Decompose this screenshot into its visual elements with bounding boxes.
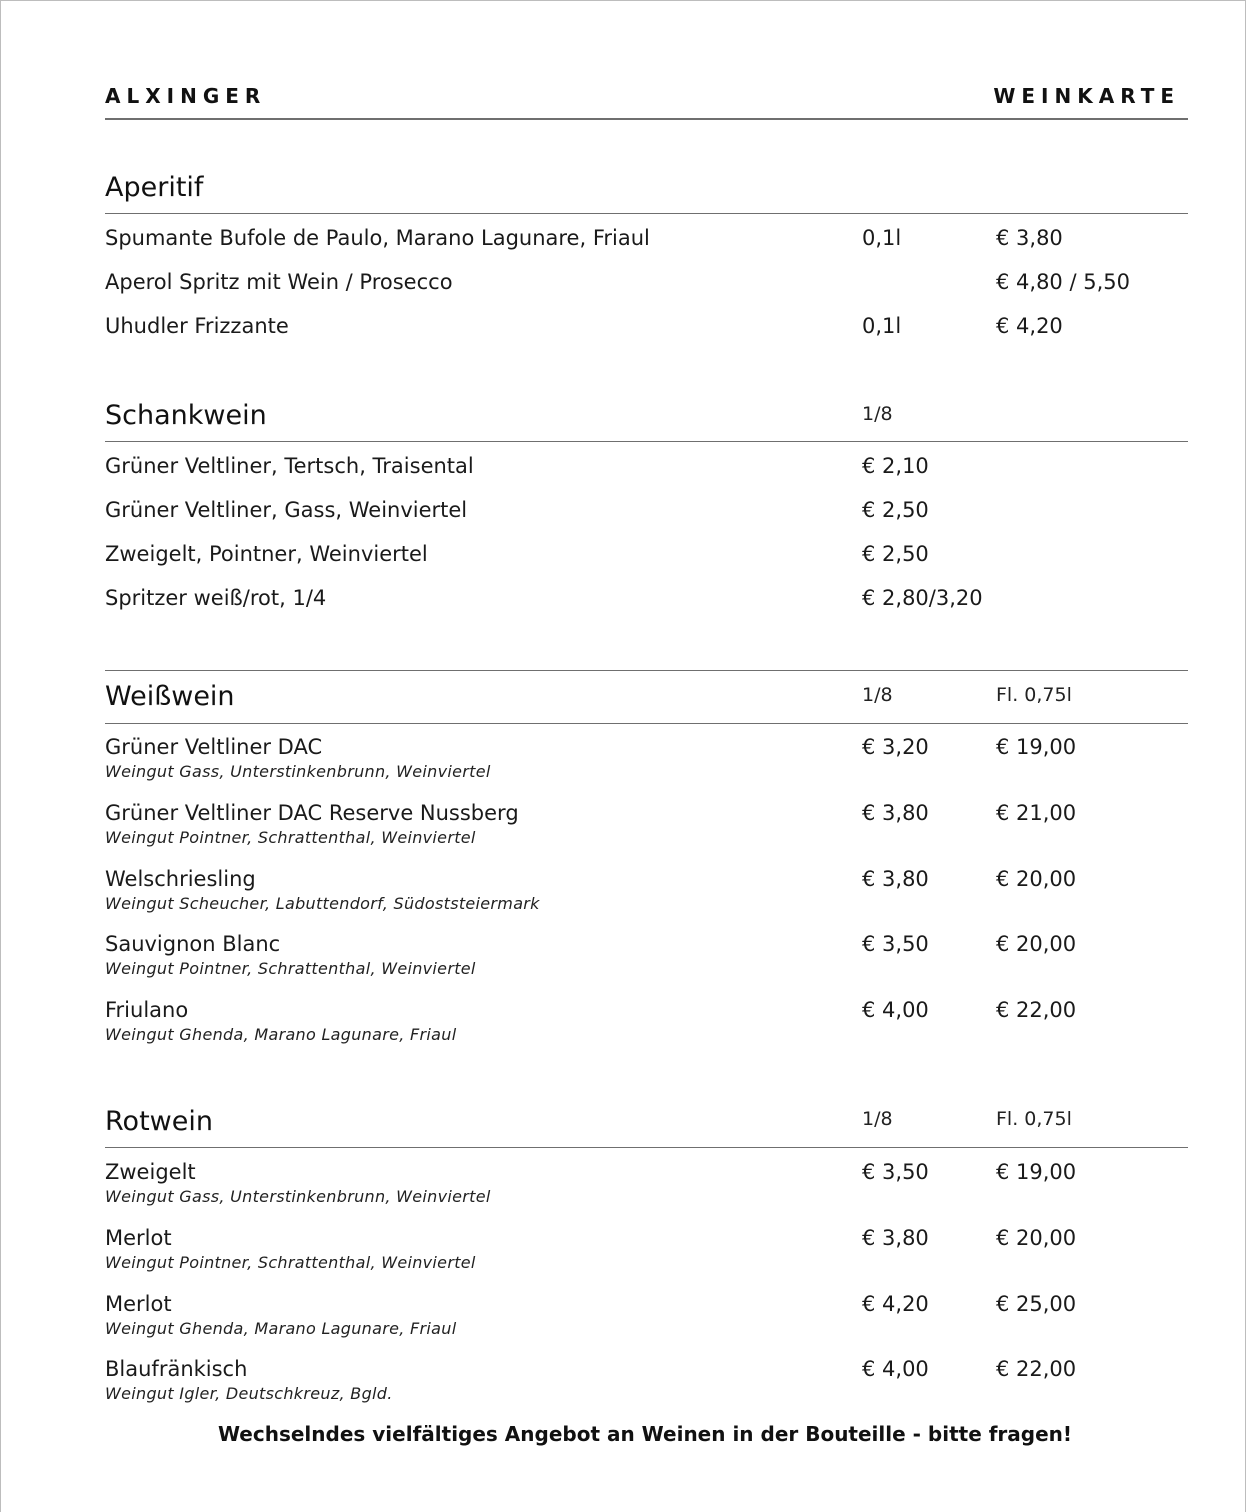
wine-bottle-price: € 19,00: [996, 735, 1077, 759]
section-title-weisswein: Weißwein: [105, 681, 235, 712]
wine-name: Sauvignon Blanc: [105, 932, 281, 956]
wine-glass-price: € 4,00: [862, 998, 929, 1022]
wine-bottle-price: € 20,00: [996, 867, 1077, 891]
menu-title: WEINKARTE: [993, 84, 1180, 108]
wine-origin: Weingut Ghenda, Marano Lagunare, Friaul: [105, 1319, 457, 1338]
wine-origin: Weingut Gass, Unterstinkenbrunn, Weinviertel: [105, 762, 491, 781]
menu-item-price: € 2,80/3,20: [862, 586, 983, 610]
wine-name: Merlot: [105, 1226, 172, 1250]
wine-origin: Weingut Pointner, Schrattenthal, Weinviertel: [105, 959, 476, 978]
wine-name: Grüner Veltliner DAC: [105, 735, 323, 759]
menu-item-name: Grüner Veltliner, Tertsch, Traisental: [105, 454, 474, 478]
wine-glass-price: € 3,80: [862, 867, 929, 891]
menu-item-name: Spumante Bufole de Paulo, Marano Lagunare, Friaul: [105, 226, 650, 250]
section-title-schankwein: Schankwein: [105, 400, 267, 431]
section-title-aperitif: Aperitif: [105, 172, 204, 203]
menu-item-price: € 4,20: [996, 314, 1063, 338]
wine-bottle-price: € 20,00: [996, 932, 1077, 956]
column-header-glass: 1/8: [862, 684, 893, 706]
wine-glass-price: € 4,00: [862, 1357, 929, 1381]
column-header-glass: 1/8: [862, 1108, 893, 1130]
column-header-glass: 1/8: [862, 403, 893, 425]
menu-item-price: € 2,10: [862, 454, 929, 478]
wine-name: Welschriesling: [105, 867, 256, 891]
section-divider: [105, 441, 1188, 442]
footer-note: Wechselndes vielfältiges Angebot an Weinen in der Bouteille - bitte fragen!: [217, 1422, 1073, 1446]
wine-name: Zweigelt: [105, 1160, 196, 1184]
wine-bottle-price: € 22,00: [996, 1357, 1077, 1381]
menu-item-price: € 2,50: [862, 542, 929, 566]
section-divider: [105, 213, 1188, 214]
wine-glass-price: € 3,80: [862, 801, 929, 825]
wine-name: Grüner Veltliner DAC Reserve Nussberg: [105, 801, 519, 825]
wine-origin: Weingut Igler, Deutschkreuz, Bgld.: [105, 1384, 393, 1403]
brand-name: ALXINGER: [105, 84, 267, 108]
section-divider: [105, 670, 1188, 671]
section-divider: [105, 723, 1188, 724]
wine-glass-price: € 3,50: [862, 1160, 929, 1184]
menu-item-price: € 4,80 / 5,50: [996, 270, 1130, 294]
wine-glass-price: € 3,20: [862, 735, 929, 759]
column-header-bottle: Fl. 0,75l: [996, 684, 1072, 706]
column-header-bottle: Fl. 0,75l: [996, 1108, 1072, 1130]
wine-name: Blaufränkisch: [105, 1357, 248, 1381]
menu-item-name: Grüner Veltliner, Gass, Weinviertel: [105, 498, 468, 522]
wine-glass-price: € 4,20: [862, 1292, 929, 1316]
menu-item-price: € 2,50: [862, 498, 929, 522]
wine-bottle-price: € 22,00: [996, 998, 1077, 1022]
wine-bottle-price: € 20,00: [996, 1226, 1077, 1250]
wine-glass-price: € 3,80: [862, 1226, 929, 1250]
wine-origin: Weingut Gass, Unterstinkenbrunn, Weinviertel: [105, 1187, 491, 1206]
menu-item-name: Spritzer weiß/rot, 1/4: [105, 586, 327, 610]
menu-item-size: 0,1l: [862, 226, 902, 250]
menu-item-name: Zweigelt, Pointner, Weinviertel: [105, 542, 428, 566]
wine-bottle-price: € 21,00: [996, 801, 1077, 825]
wine-origin: Weingut Pointner, Schrattenthal, Weinviertel: [105, 828, 476, 847]
wine-glass-price: € 3,50: [862, 932, 929, 956]
wine-origin: Weingut Pointner, Schrattenthal, Weinviertel: [105, 1253, 476, 1272]
section-divider: [105, 1147, 1188, 1148]
wine-name: Merlot: [105, 1292, 172, 1316]
menu-item-price: € 3,80: [996, 226, 1063, 250]
wine-name: Friulano: [105, 998, 189, 1022]
header-divider: [105, 118, 1188, 120]
wine-origin: Weingut Ghenda, Marano Lagunare, Friaul: [105, 1025, 457, 1044]
wine-origin: Weingut Scheucher, Labuttendorf, Südoststeiermark: [105, 894, 540, 913]
menu-item-name: Aperol Spritz mit Wein / Prosecco: [105, 270, 453, 294]
section-title-rotwein: Rotwein: [105, 1106, 213, 1137]
wine-bottle-price: € 25,00: [996, 1292, 1077, 1316]
menu-item-size: 0,1l: [862, 314, 902, 338]
wine-bottle-price: € 19,00: [996, 1160, 1077, 1184]
menu-item-name: Uhudler Frizzante: [105, 314, 289, 338]
